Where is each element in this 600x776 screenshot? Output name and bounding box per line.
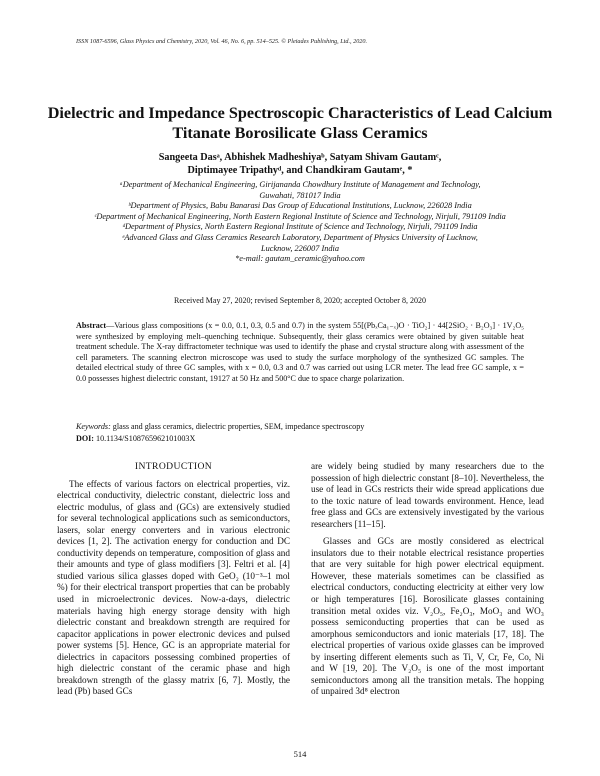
abstract xyxy=(76,321,524,384)
body-column-right xyxy=(311,461,544,698)
section-heading-introduction: INTRODUCTION xyxy=(134,461,213,472)
body-column-left xyxy=(57,461,290,698)
paper-title: Dielectric and Impedance Spectroscopic Characteristics of Lead Calcium Titanate Borosilicate Glass Ceramics xyxy=(47,104,553,142)
intro-paragraph-1: The effects of various factors on electrical properties, viz. electrical conductivity, dielectric constant, dielectric loss and electric modulus, of glass and (GCs) are extensively studied for several technological applications such as semiconductors, lasers, solar energy converters and in various electronic devices [1, 2]. The activation energy for conduction and DC conductivity depends on temperature, composition of glass and their amounts and type of glass modifiers [3]. Feltri et al. [4] studied various silica glasses doped with GeO₂ (10⁻³–1 mol %) for their electrical transport properties that can be probably used in microelectronic devices. Now-a-days, dielectric materials having high energy storage density with high dielectric constant and breakdown strength are required for capacitor applications in power electronic devices and pulsed power systems [5]. Hence, GC is an appropriate material for dielectrics in capacitors possessing combined properties of high dielectric constant of the ceramic phase and high breakdown strength of the glassy matrix [6, 7]. Mostly, the lead (Pb) based GCs xyxy=(57,478,290,697)
affiliation-a-line-1: ᵃDepartment of Mechanical Engineering, Girijananda Chowdhury Institute of Management and Technology, xyxy=(119,180,481,189)
received-dates: Received May 27, 2020; revised September 8, 2020; accepted October 8, 2020 xyxy=(174,296,426,305)
affiliation-list xyxy=(36,180,564,265)
author-line-1: Sangeeta Dasᵃ, Abhishek Madheshiyaᵇ, Satyam Shivam Gautamᶜ, xyxy=(158,152,442,163)
journal-citation-line: ISSN 1087-6596, Glass Physics and Chemistry, 2020, Vol. 46, No. 6, pp. 514–525. © Pleiades Publishing, Ltd., 2020. xyxy=(76,38,368,45)
keywords-label: Keywords: xyxy=(76,422,111,431)
affiliation-a-line-2: Guwahati, 781017 India xyxy=(259,190,341,200)
intro-paragraph-1-continued: are widely being studied by many researchers due to the possession of high dielectric constant [8–10]. Nevertheless, the use of lead in GCs restricts their wide spread applications due to the toxic nature of lead towards environment. Hence, lead free glass and GCs are extensively investigated by the various researchers [11–15]. xyxy=(311,461,544,529)
abstract-text: —Various glass compositions (x = 0.0, 0.1, 0.3, 0.5 and 0.7) in the system 55[(PbₓCa₁₋ₓ)O · TiO₂] · 44[2SiO₂ · B₂O₃] · 1V₂O₅ were synthesized by employing melt–quenching technique. Subsequently, their glass ceramics were obtained by given suitable heat treatment schedule. The X-ray diffractometer technique was used to identify the phase and crystal structure along with assessment of the cell parameters. The scanning electron microscope was used to study the surface morphology of the synthesized GC samples. The detailed electrical study of three GC samples, with x = 0.0, 0.3 and 0.7 was carried out using LCR meter. The lead free GC sample, x = 0.0 possesses highest dielectric constant, 19127 at 50 Hz and 500°C due to space charge polarization. xyxy=(76,321,524,383)
affiliation-d: ᵈDepartment of Physics, North Eastern Regional Institute of Science and Technology, Nirjuli, 791109 India xyxy=(122,222,478,232)
affiliation-b: ᵇDepartment of Physics, Babu Banarasi Das Group of Educational Institutions, Lucknow, 226028 India xyxy=(128,201,472,211)
abstract-label: Abstract xyxy=(76,321,107,330)
corresponding-email: *e-mail: gautam_ceramic@yahoo.com xyxy=(235,254,365,264)
author-list xyxy=(40,151,560,177)
affiliation-e-line-2: Lucknow, 226007 India xyxy=(261,243,339,253)
page-number: 514 xyxy=(293,749,307,759)
keywords xyxy=(76,421,524,432)
doi-label: DOI: xyxy=(76,434,94,443)
intro-paragraph-2: Glasses and GCs are mostly considered as electrical insulators due to their notable electrical resistance properties that are very suitable for high power electrical equipment. However, these materials sometimes can be classified as electrical conductors, conducting electricity at either very low or high temperatures [16]. Borosilicate glasses containing transition metal oxides viz. V₂O₅, Fe₂O₃, MoO₃ and WO₃ possess semiconducting properties that can be used as amorphous semiconductors and ionic materials [17, 18]. The electrical properties of various oxide glasses can be improved by inserting different elements such as Ti, V, Cr, Fe, Co, Ni and W [19, 20]. The V₂O₅ is one of the most important semiconductors among all the transition metals. The hopping of unpaired 3d⁸ electron xyxy=(311,536,544,697)
keywords-text: glass and glass ceramics, dielectric properties, SEM, impedance spectroscopy xyxy=(110,422,365,431)
doi-text: 10.1134/S108765962101003X xyxy=(94,434,196,443)
doi xyxy=(76,433,524,444)
author-line-2: Diptimayee Tripathyᵈ, and Chandkiram Gautamᵉ, * xyxy=(187,165,413,176)
affiliation-c: ᶜDepartment of Mechanical Engineering, North Eastern Regional Institute of Science and Technology, Nirjuli, 791109 India xyxy=(94,211,506,221)
affiliation-e-line-1: ᵉAdvanced Glass and Glass Ceramics Research Laboratory, Department of Physics University of Lucknow, xyxy=(122,232,478,242)
